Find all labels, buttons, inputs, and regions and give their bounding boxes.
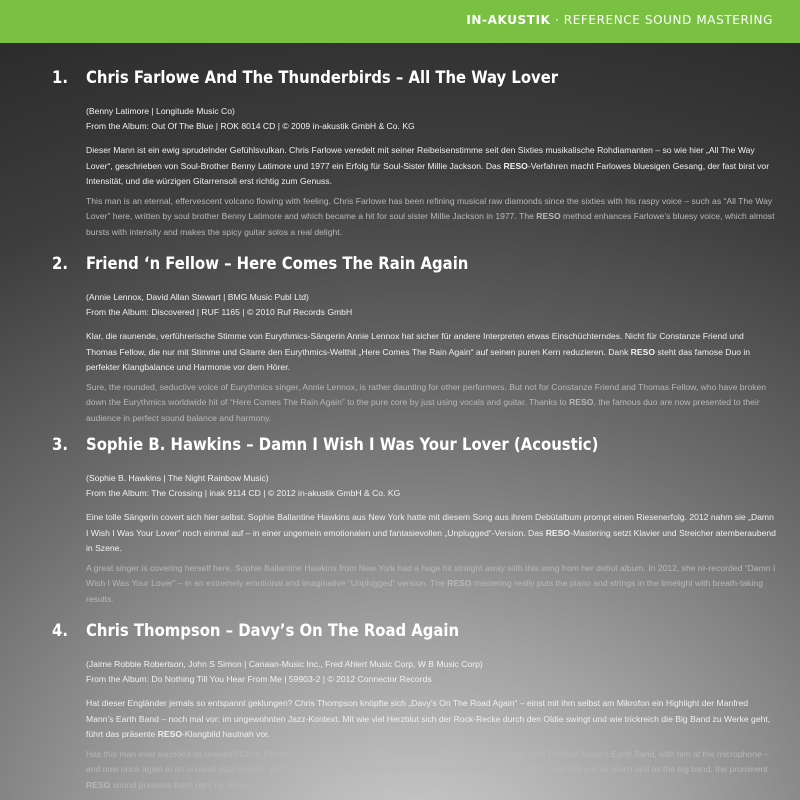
track-title: Sophie B. Hawkins – Damn I Wish I Was Your Lover (Acoustic): [86, 435, 599, 454]
track-heading: [52, 621, 776, 647]
description-text: Dieser Mann ist ein ewig sprudelnder Gefühlsvulkan. Chris Farlowe veredelt mit seiner Reibeisenstimme seit den Sixties musikalische Rohdiamanten – so wie hier „All The Way Lover“, geschrieben von Soul-Brother Benny Latimore und 1977 ein Erfolg für Soul-Sister Millie Jackson. Das: [86, 145, 755, 171]
description-text: method enhances Farlowe’s bluesy voice, which almost bursts with intensity and makes the spicy guitar solos a real delight.: [86, 211, 775, 237]
reso-mark: RESO: [503, 160, 528, 171]
description-text: Eine tolle Sängerin covert sich hier selbst. Sophie Ballantine Hawkins aus New York hatte mit diesem Song aus ihrem Debütalbum prompt einen Riesenerfolg. 2012 nahm sie „Damn I Wish I Was Your Lover“ noch einmal auf – in einer ungemein emotionalen und fantasievollen „Unplugged“-Version. Das: [86, 512, 774, 538]
reso-mark: RESO: [545, 527, 571, 538]
track-item: [52, 435, 776, 607]
description-english: [86, 561, 776, 608]
track-number: 3.: [52, 435, 68, 454]
description-text: -Mastering setzt Klavier und Streicher atemberaubend in Szene.: [86, 527, 776, 553]
track-heading: [52, 435, 776, 461]
reso-mark: RESO: [157, 729, 183, 739]
reso-mark: RESO: [630, 346, 656, 357]
track-album: From the Album: Discovered | RUF 1165 | © 2010 Ruf Records GmbH: [86, 307, 353, 317]
description-text: This man is an eternal, effervescent volcano flowing with feeling. Chris Farlowe has been refining musical raw diamonds since the sixties with his raspy voice – such as “All The Way Lover” here, written by soul brother Benny Latimore and which became a hit for soul sister Millie Jackson in 1977. The: [86, 195, 773, 221]
track-number: 4.: [52, 621, 68, 640]
track-item: [52, 254, 776, 426]
description-german: [86, 696, 776, 743]
brand-name: IN-AKUSTIK: [466, 13, 551, 27]
track-credits: (Annie Lennox, David Allan Stewart | BMG Music Publ Ltd): [86, 292, 309, 302]
description-text: Has this man ever sounded so relaxed? Chris Thompson once performed “Davy’s On The Road Again” – a highlight from Manfred Mann’s Earth Band, with him at the microphone – and now once again in an unusual jazz context. With as much heart and soul as this rock warrior swings through the oldie and with just as much skill as the big band, the prominent: [86, 748, 769, 774]
track-title: Chris Farlowe And The Thunderbirds – All The Way Lover: [86, 68, 559, 87]
reso-mark: RESO: [86, 779, 111, 790]
track-title: Chris Thompson – Davy’s On The Road Again: [86, 621, 460, 640]
track-album: From the Album: Do Nothing Till You Hear From Me | 59903-2 | © 2012 Connector Records: [86, 674, 432, 684]
track-title: Friend ‘n Fellow – Here Comes The Rain Again: [86, 254, 469, 273]
description-text: -Verfahren macht Farlowes bluesigen Gesang, der fast birst vor Intensität, und die würzigen Gitarrensoli erst richtig zum Genuss.: [86, 160, 770, 186]
track-credits: (Sophie B. Hawkins | The Night Rainbow Music): [86, 473, 269, 483]
reso-mark: RESO: [447, 578, 472, 588]
track-number: 2.: [52, 254, 68, 273]
track-number: 1.: [52, 68, 68, 87]
description-text: A great singer is covering herself here. Sophie Ballantine Hawkins from New York had a huge hit straight away with this song from her debut album. In 2012, she re-recorded “Damn I Wish I Was Your Lover” – in an extremely emotional and imaginative “Unplugged” version. The: [86, 562, 776, 588]
description-german: [86, 510, 776, 557]
description-english: [86, 380, 776, 427]
description-text: Sure, the rounded, seductive voice of Eurythmics singer, Annie Lennox, is rather daunting for other performers. But not for Constanze Friend and Thomas Fellow, who have broken down the Eurythmics worldwide hit of “Here Comes The Rain Again” to the pure core by just using vocals and guitar. Thanks to: [86, 381, 767, 407]
description-text: Klar, die raunende, verführerische Stimme von Eurythmics-Sängerin Annie Lennox hat sicher für andere Interpreten etwas Einschüchterndes. Nicht für Constanze Friend und Thomas Fellow, die nur mit Stimme und Gitarre den Eurythmics-Welthit „Here Comes The Rain Again“ auf seinen puren Kern reduzieren. Dank: [86, 331, 744, 357]
track-item: [52, 68, 776, 240]
track-album: From the Album: The Crossing | inak 9114 CD | © 2012 in-akustik GmbH & Co. KG: [86, 488, 401, 498]
description-english: [86, 194, 776, 241]
description-text: Hat dieser Engländer jemals so entspannt geklungen? Chris Thompson knöpfte sich „Davy’s On The Road Again“ – einst mit ihm selbst am Mikrofon ein Highlight der Manfred Mann’s Earth Band – noch mal vor: im ungewohnten Jazz-Kontext. Mit wie viel Herzblut sich der Rock-Recke durch den Oldie swingt und wie trickreich die Big Band zu Werke geht, führt das präsente: [86, 698, 771, 739]
header-tagline: REFERENCE SOUND MASTERING: [563, 13, 773, 27]
reso-mark: RESO: [569, 397, 594, 407]
description-text: sound presents them right up close.: [110, 779, 249, 790]
description-text: , the famous duo are now presented to their audience in perfect sound balance and harmony.: [86, 397, 760, 423]
track-heading: [52, 68, 776, 94]
track-credits: (Benny Latimore | Longitude Music Co): [86, 106, 235, 116]
track-item: [52, 621, 776, 793]
description-german: [86, 143, 776, 190]
header-text: [466, 13, 773, 27]
reso-mark: RESO: [536, 211, 561, 221]
description-text: steht das famose Duo in perfekter Klangbalance und Harmonie vor dem Hörer.: [86, 346, 751, 372]
description-english: [86, 747, 776, 794]
header-separator: ·: [554, 13, 560, 27]
description-text: mastering really puts the piano and strings in the limelight with breath-taking results.: [86, 578, 763, 604]
description-text: -Klangbild hautnah vor.: [182, 729, 270, 739]
track-credits: (Jaime Robbie Robertson, John S Simon | Canaan-Music Inc., Fred Ahlert Music Corp, W B Music Corp): [86, 659, 483, 669]
header-bar: [0, 0, 800, 43]
track-heading: [52, 254, 776, 280]
track-album: From the Album: Out Of The Blue | ROK 8014 CD | © 2009 in-akustik GmbH & Co. KG: [86, 121, 415, 131]
description-german: [86, 329, 776, 376]
